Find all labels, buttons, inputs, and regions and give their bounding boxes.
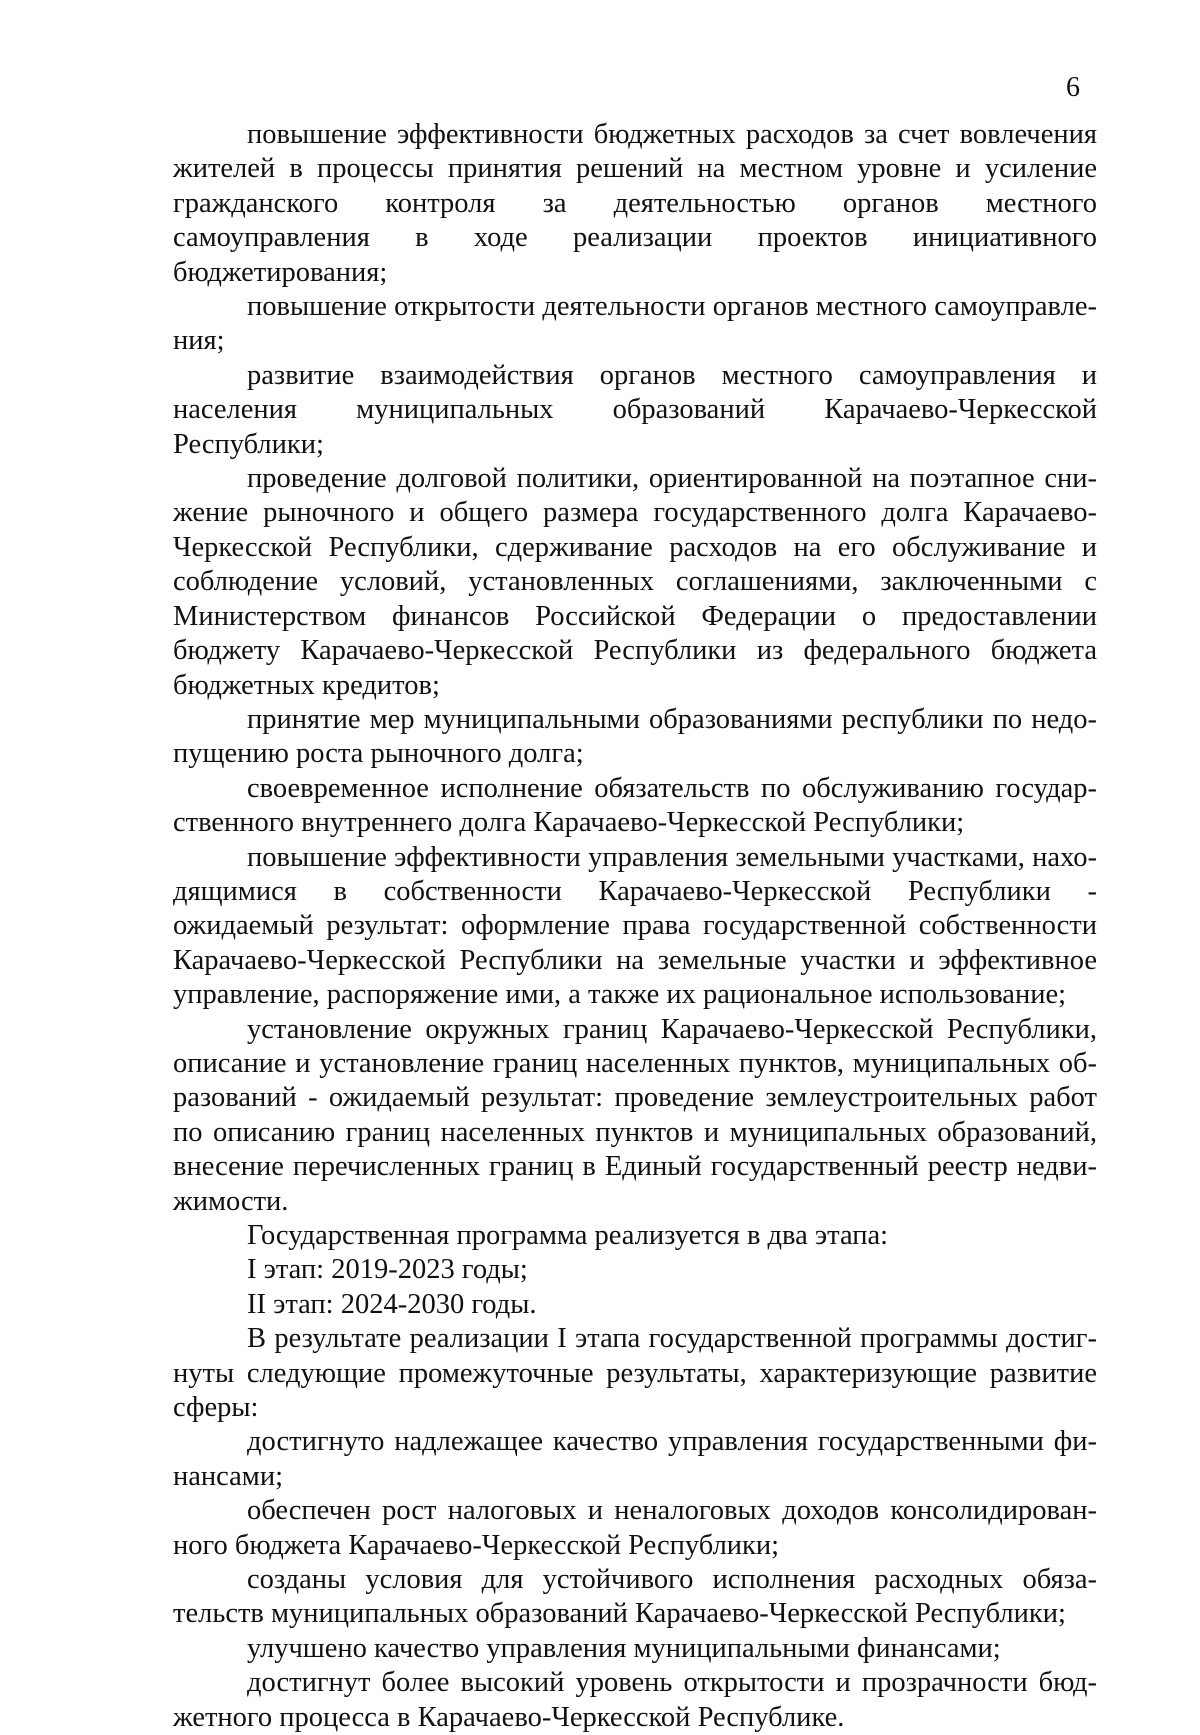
paragraph: II этап: 2024-2030 годы.	[247, 1288, 537, 1320]
paragraph: развитие взаимодействия органов местного самоуправления и населения муниципальных образований Карачаево-Черкесской Республики;	[173, 359, 1097, 460]
paragraph: повышение эффективности бюджетных расходов за счет вовлечения жителей в процессы принятия решений на местном уровне и усиление гражданского контроля за деятельностью органов местного самоуправления в ходе реализации проектов инициативного бюджетирования;	[173, 119, 1097, 288]
paragraph: достигнуто надлежащее качество управления государственными финансами;	[173, 1426, 1097, 1492]
paragraph: обеспечен рост налоговых и неналоговых доходов консолидированного бюджета Карачаево-Черкесской Республики;	[173, 1495, 1097, 1561]
paragraph: проведение долговой политики, ориентированной на поэтапное снижение рыночного и общего размера государственного долга Карачаево-Черкесской Республики, сдерживание расходов на его обслуживание и соблюдение условий, установленных соглашениями, заключенными с Министерством финансов Российской Федерации о предоставлении бюджету Карачаево-Черкесской Республики из федерального бюджета бюджетных кредитов;	[173, 463, 1097, 701]
paragraph: принятие мер муниципальными образованиями республики по недопущению роста рыночного долга;	[173, 703, 1097, 770]
page-number: 6	[1066, 72, 1080, 103]
paragraph: установление окружных границ Карачаево-Черкесской Республики, описание и установление границ населенных пунктов, муниципальных образований - ожидаемый результат: проведение землеустроительных работ по описанию границ населенных пунктов и муниципальных образований, внесение перечисленных границ в Единый государственный реестр недвижимости.	[173, 1013, 1097, 1217]
paragraph: своевременное исполнение обязательств по обслуживанию государственного внутреннего долга Карачаево-Черкесской Республики;	[173, 772, 1097, 839]
paragraph: В результате реализации I этапа государственной программы достигнуты следующие промежуточные результаты, характеризующие развитие сферы:	[173, 1323, 1097, 1424]
paragraph: повышение открытости деятельности органов местного самоуправления;	[173, 291, 1097, 357]
document-body	[173, 118, 1097, 1735]
paragraph: Государственная программа реализуется в два этапа:	[247, 1220, 889, 1251]
paragraph: I этап: 2019-2023 годы;	[247, 1254, 528, 1286]
paragraph: созданы условия для устойчивого исполнения расходных обязательств муниципальных образований Карачаево-Черкесской Республики;	[173, 1564, 1097, 1630]
paragraph: повышение эффективности управления земельными участками, находящимися в собственности Карачаево-Черкесской Республики - ожидаемый результат: оформление права государственной собственности Карачаево-Черкесской Республики на земельные участки и эффективное управление, распоряжение ими, а также их рациональное использование;	[173, 841, 1097, 1011]
paragraph: достигнут более высокий уровень открытости и прозрачности бюджетного процесса в Карачаево-Черкесской Республике.	[173, 1667, 1097, 1733]
paragraph: улучшено качество управления муниципальными финансами;	[247, 1632, 1001, 1664]
